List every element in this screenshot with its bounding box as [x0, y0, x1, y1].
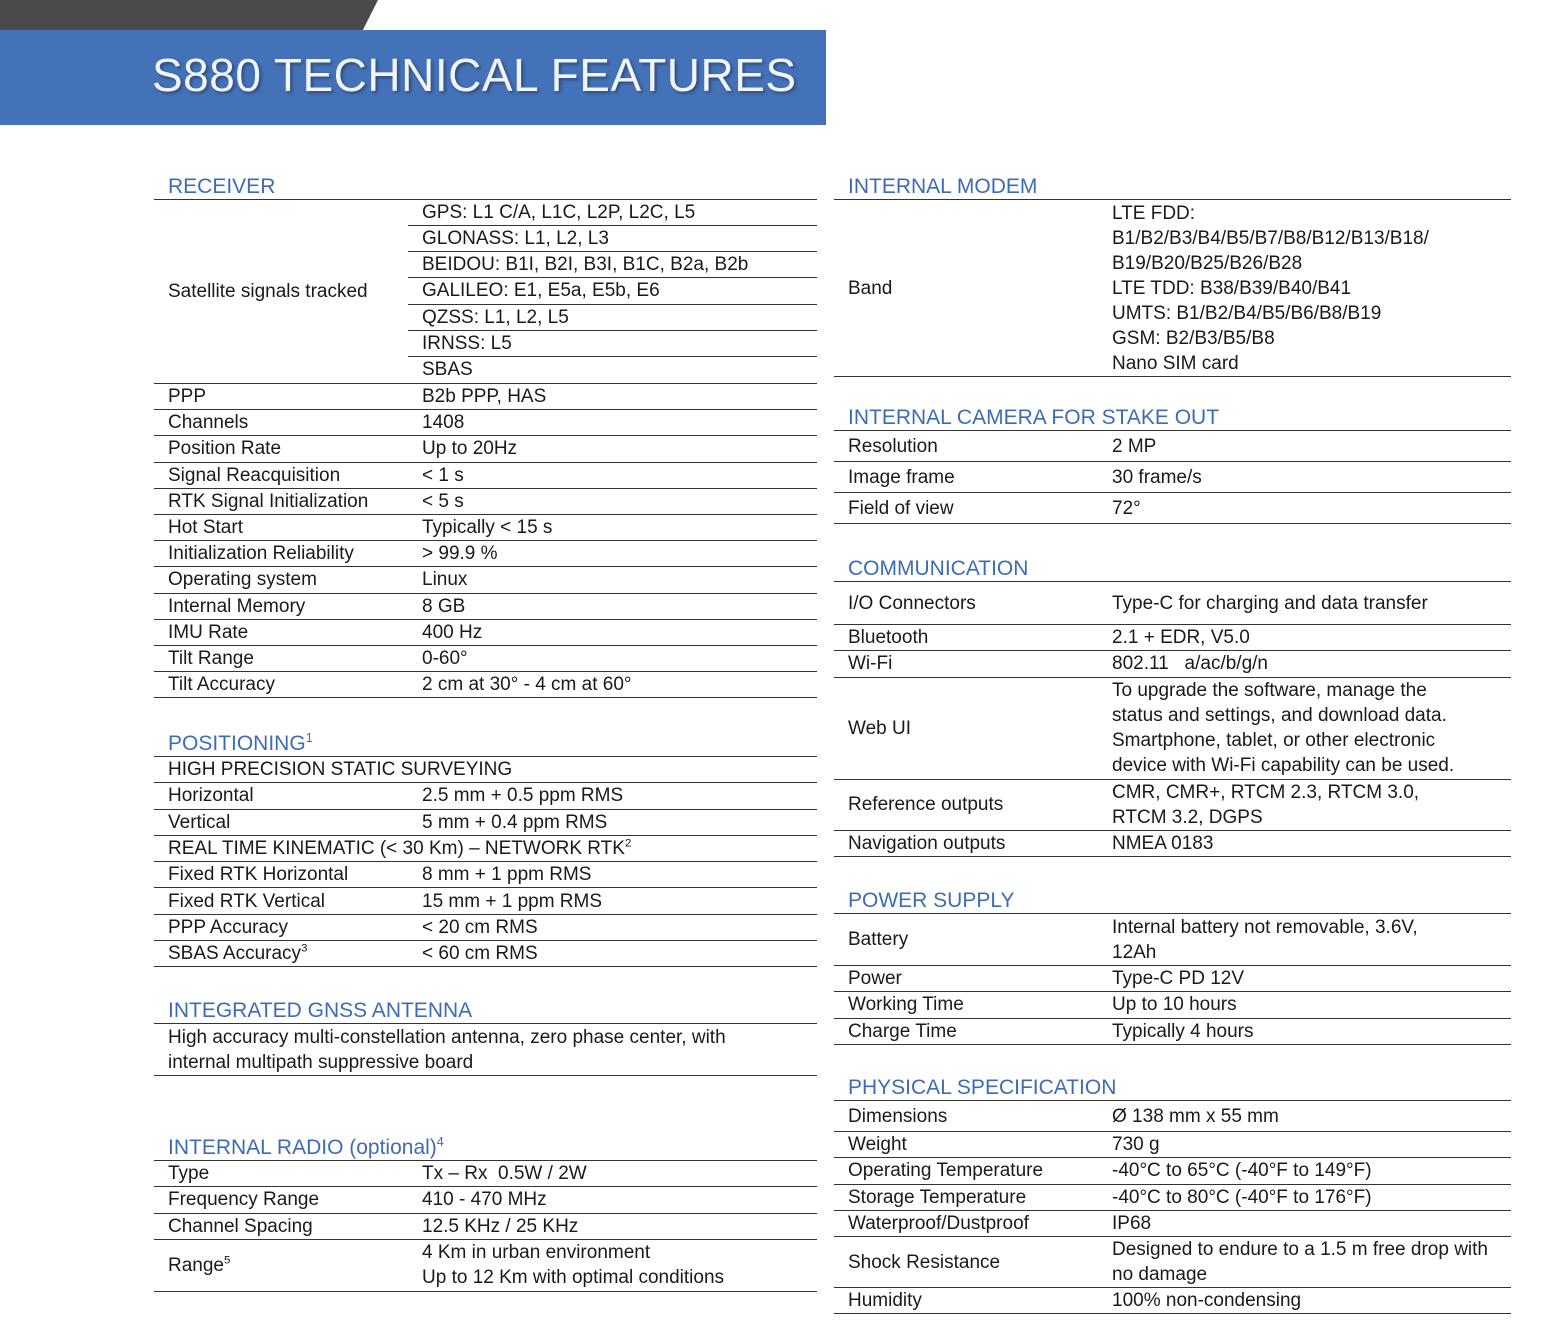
- spec-row: [154, 567, 817, 593]
- spec-label: Charge Time: [848, 1020, 957, 1042]
- spec-value: Designed to endure to a 1.5 m free drop with no damage: [1112, 1239, 1489, 1286]
- spec-row: [834, 431, 1511, 462]
- spec-value: To upgrade the software, manage the status and settings, and download data. Smartphone, tablet, or other electronic device with Wi-Fi capability can be used.: [1112, 680, 1455, 777]
- signal-item: GALILEO: E1, E5a, E5b, E6: [408, 278, 817, 304]
- spec-row: [154, 515, 817, 541]
- spec-value: 8 GB: [422, 595, 466, 617]
- spec-value: 100% non-condensing: [1112, 1290, 1302, 1312]
- spec-row: [154, 1161, 817, 1187]
- spec-label: Channels: [168, 412, 249, 434]
- spec-row: [154, 436, 817, 462]
- spec-value: 8 mm + 1 ppm RMS: [422, 864, 592, 886]
- spec-value: 0-60°: [422, 647, 468, 669]
- spec-row: [834, 780, 1511, 831]
- section-modem: [834, 174, 1511, 377]
- spec-label: Web UI: [848, 717, 912, 739]
- spec-row: [834, 678, 1511, 780]
- spec-value: Up to 20Hz: [422, 438, 518, 460]
- spec-value: Up to 10 hours: [1112, 994, 1237, 1016]
- spec-value: 730 g: [1112, 1134, 1160, 1156]
- spec-row: [834, 493, 1511, 524]
- spec-value: 2 cm at 30° - 4 cm at 60°: [422, 674, 632, 696]
- spec-value: 5 mm + 0.4 ppm RMS: [422, 811, 608, 833]
- spec-value: LTE FDD: B1/B2/B3/B4/B5/B7/B8/B12/B13/B18/ B19/B20/B25/B26/B28 LTE TDD: B38/B39/B40/B41 UMTS: B1/B2/B4/B5/B6/B8/B19 GSM: B2/B3/B5/B8 Nano SIM card: [1112, 202, 1429, 374]
- spec-row: [834, 1101, 1511, 1132]
- signal-list: [408, 200, 817, 383]
- spec-value: 2.1 + EDR, V5.0: [1112, 627, 1250, 649]
- spec-value: -40°C to 80°C (-40°F to 176°F): [1112, 1186, 1372, 1208]
- spec-row: [834, 831, 1511, 857]
- spec-value: < 5 s: [422, 490, 464, 512]
- spec-label: Weight: [848, 1134, 907, 1156]
- spec-row: [154, 915, 817, 941]
- spec-label: Range$^5$: [168, 1254, 231, 1276]
- spec-label: Dimensions: [848, 1105, 948, 1127]
- spec-label: Wi-Fi: [848, 653, 893, 675]
- spec-label: Hot Start: [168, 517, 243, 539]
- spec-value: Internal battery not removable, 3.6V, 12Ah: [1112, 916, 1418, 963]
- spec-label: Vertical: [168, 811, 231, 833]
- section-title: INTERNAL MODEM: [834, 174, 1511, 200]
- spec-value: 400 Hz: [422, 621, 483, 643]
- spec-value: 2 MP: [1112, 435, 1157, 457]
- spec-label: I/O Connectors: [848, 592, 976, 614]
- section-title: RECEIVER: [154, 174, 817, 200]
- spec-value: Typically 4 hours: [1112, 1020, 1254, 1042]
- section-antenna: [154, 998, 817, 1076]
- spec-label: Tilt Range: [168, 647, 254, 669]
- section-title: PHYSICAL SPECIFICATION: [834, 1075, 1511, 1101]
- spec-label: Operating Temperature: [848, 1160, 1044, 1182]
- section-title: POWER SUPPLY: [834, 888, 1511, 914]
- spec-label: Horizontal: [168, 785, 254, 807]
- spec-row: [834, 462, 1511, 493]
- section-title: COMMUNICATION: [834, 556, 1511, 582]
- spec-label: Satellite signals tracked: [168, 281, 368, 302]
- spec-label: Storage Temperature: [848, 1186, 1027, 1208]
- spec-row: [834, 1132, 1511, 1158]
- signal-item: IRNSS: L5: [408, 331, 817, 357]
- spec-label: PPP Accuracy: [168, 916, 289, 938]
- spec-row: [154, 200, 817, 384]
- subsection-header: REAL TIME KINEMATIC (< 30 Km) – NETWORK RTK$^2$: [168, 837, 632, 860]
- spec-value: IP68: [1112, 1213, 1152, 1235]
- spec-row: [834, 1185, 1511, 1211]
- spec-value: -40°C to 65°C (-40°F to 149°F): [1112, 1160, 1372, 1182]
- spec-label: Channel Spacing: [168, 1215, 313, 1237]
- signal-item: QZSS: L1, L2, L5: [408, 305, 817, 331]
- spec-label: Initialization Reliability: [168, 543, 354, 565]
- spec-label: SBAS Accuracy$^3$: [168, 942, 308, 965]
- top-decorative-stripe: [0, 0, 378, 30]
- spec-row: [154, 620, 817, 646]
- page-title: S880 TECHNICAL FEATURES: [152, 49, 797, 101]
- signal-item: BEIDOU: B1I, B2I, B3I, B1C, B2a, B2b: [408, 252, 817, 278]
- spec-value: Linux: [422, 569, 468, 591]
- spec-label: Signal Reacquisition: [168, 464, 341, 486]
- spec-row: [834, 625, 1511, 651]
- spec-row: [154, 1240, 817, 1292]
- spec-row: [834, 966, 1511, 992]
- spec-value: Tx – Rx 0.5W / 2W: [422, 1163, 587, 1185]
- spec-label: Waterproof/Dustproof: [848, 1213, 1029, 1235]
- spec-label: RTK Signal Initialization: [168, 490, 369, 512]
- spec-row: [154, 888, 817, 914]
- section-physical: [834, 1075, 1511, 1314]
- spec-row: [154, 541, 817, 567]
- spec-row: [834, 651, 1511, 677]
- spec-row: [154, 410, 817, 436]
- spec-value: 4 Km in urban environment Up to 12 Km with optimal conditions: [422, 1242, 725, 1289]
- spec-value: Typically < 15 s: [422, 517, 553, 539]
- spec-value: Type-C PD 12V: [1112, 968, 1244, 990]
- spec-row: [834, 1019, 1511, 1045]
- spec-value: < 60 cm RMS: [422, 943, 538, 965]
- spec-label: Navigation outputs: [848, 832, 1006, 854]
- spec-value: 802.11 a/ac/b/g/n: [1112, 653, 1268, 675]
- spec-row: [834, 1237, 1511, 1288]
- spec-row: [834, 200, 1511, 377]
- section-receiver: [154, 174, 817, 698]
- spec-row: [834, 992, 1511, 1018]
- spec-row: [834, 1211, 1511, 1237]
- spec-label: Operating system: [168, 569, 317, 591]
- spec-label: Field of view: [848, 497, 954, 519]
- spec-row: [834, 914, 1511, 966]
- spec-label: Fixed RTK Horizontal: [168, 864, 349, 886]
- spec-value: < 1 s: [422, 464, 464, 486]
- spec-label: Type: [168, 1163, 210, 1185]
- spec-value: 2.5 mm + 0.5 ppm RMS: [422, 785, 624, 807]
- spec-value: 1408: [422, 412, 465, 434]
- antenna-description: High accuracy multi-constellation antenna, zero phase center, with internal multipath suppressive board: [168, 1026, 726, 1073]
- spec-row: [154, 941, 817, 967]
- spec-row: [834, 582, 1511, 625]
- section-camera: [834, 405, 1511, 524]
- spec-label: PPP: [168, 386, 207, 408]
- spec-label: Power: [848, 968, 902, 990]
- spec-label: Image frame: [848, 466, 955, 488]
- signal-item: GLONASS: L1, L2, L3: [408, 226, 817, 252]
- spec-label: Working Time: [848, 994, 964, 1016]
- section-title: INTEGRATED GNSS ANTENNA: [154, 998, 817, 1024]
- spec-row: [154, 646, 817, 672]
- spec-value: B2b PPP, HAS: [422, 386, 547, 408]
- spec-value: > 99.9 %: [422, 543, 498, 565]
- spec-label: Reference outputs: [848, 794, 1004, 816]
- spec-label: Frequency Range: [168, 1189, 320, 1211]
- subsection-header: HIGH PRECISION STATIC SURVEYING: [168, 759, 513, 781]
- spec-value: Ø 138 mm x 55 mm: [1112, 1105, 1279, 1127]
- spec-value: 15 mm + 1 ppm RMS: [422, 890, 603, 912]
- spec-value: 30 frame/s: [1112, 466, 1202, 488]
- spec-row: [154, 862, 817, 888]
- spec-label: Position Rate: [168, 438, 282, 460]
- spec-label: Battery: [848, 929, 909, 950]
- spec-value: NMEA 0183: [1112, 832, 1214, 854]
- section-communication: [834, 556, 1511, 857]
- signal-item: GPS: L1 C/A, L1C, L2P, L2C, L5: [408, 200, 817, 226]
- spec-value: 410 - 470 MHz: [422, 1189, 547, 1211]
- spec-label: Shock Resistance: [848, 1251, 1001, 1273]
- spec-row: [154, 384, 817, 410]
- spec-row: [154, 783, 817, 809]
- spec-label: Bluetooth: [848, 627, 929, 649]
- spec-label: Humidity: [848, 1290, 922, 1312]
- spec-row: [154, 594, 817, 620]
- signal-item: SBAS: [422, 359, 473, 381]
- spec-row: [154, 810, 817, 836]
- spec-label: IMU Rate: [168, 621, 249, 643]
- spec-label: Internal Memory: [168, 595, 306, 617]
- spec-row: [154, 1024, 817, 1076]
- spec-row: [154, 1214, 817, 1240]
- spec-row: [834, 1288, 1511, 1314]
- spec-row: [154, 672, 817, 698]
- spec-value: Type-C for charging and data transfer: [1112, 592, 1428, 614]
- spec-row: [154, 757, 817, 783]
- section-positioning: [154, 731, 817, 967]
- spec-row: [154, 836, 817, 862]
- spec-row: [154, 463, 817, 489]
- spec-row: [154, 1187, 817, 1213]
- section-title: INTERNAL RADIO (optional)$^4$: [154, 1135, 817, 1161]
- spec-label: Tilt Accuracy: [168, 674, 275, 696]
- spec-value: 72°: [1112, 497, 1141, 519]
- section-power: [834, 888, 1511, 1045]
- section-title: INTERNAL CAMERA FOR STAKE OUT: [834, 405, 1511, 431]
- spec-label: Fixed RTK Vertical: [168, 890, 325, 912]
- section-radio: [154, 1135, 817, 1292]
- spec-value: CMR, CMR+, RTCM 2.3, RTCM 3.0, RTCM 3.2, DGPS: [1112, 781, 1420, 828]
- section-title: POSITIONING$^1$: [154, 731, 817, 757]
- spec-label: Resolution: [848, 435, 938, 457]
- spec-value: 12.5 KHz / 25 KHz: [422, 1215, 579, 1237]
- spec-row: [834, 1158, 1511, 1184]
- spec-value: < 20 cm RMS: [422, 916, 538, 938]
- spec-row: [154, 489, 817, 515]
- spec-label: Band: [848, 277, 893, 299]
